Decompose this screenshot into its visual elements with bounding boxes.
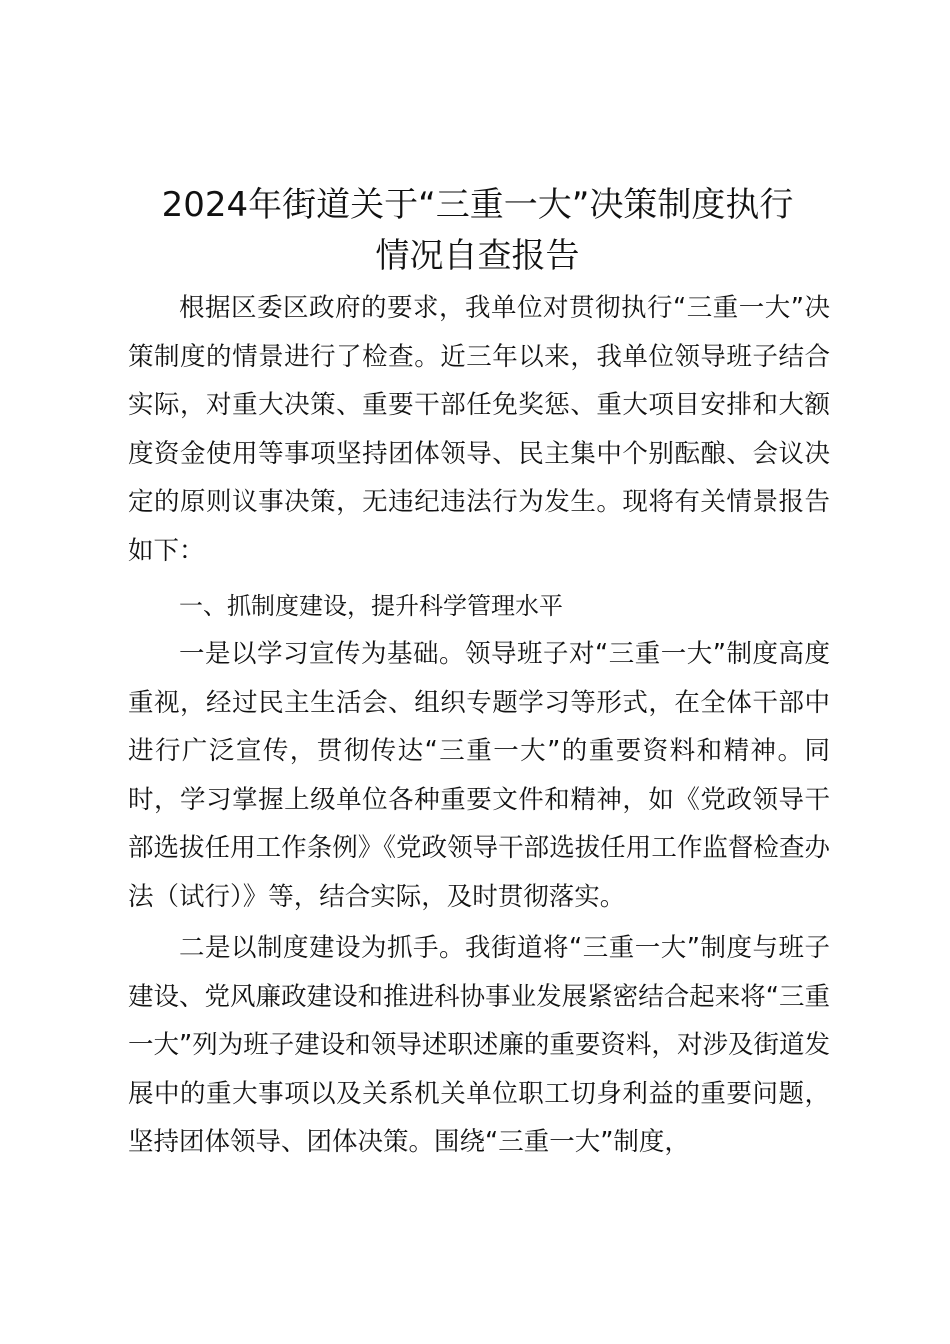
point-1-paragraph: 一是以学习宣传为基础。领导班子对“三重一大”制度高度重视，经过民主生活会、组织专题学习等形式，在全体干部中进行广泛宣传，贯彻传达“三重一大”的重要资料和精神。同时，学习掌握上级单位各种重要文件和精神，如《党政领导干部选拔任用工作条例》《党政领导干部选拔任用工作监督检查办法（试行）》等，结合实际，及时贯彻落实。	[128, 639, 830, 912]
document-title-line1: 2024年街道关于“三重一大”决策制度执行	[161, 185, 794, 225]
intro-paragraph: 根据区委区政府的要求，我单位对贯彻执行“三重一大”决策制度的情景进行了检查。近三年以来，我单位领导班子结合实际，对重大决策、重要干部任免奖惩、重大项目安排和大额度资金使用等事项坚持团体领导、民主集中个别酝酿、会议决定的原则议事决策，无违纪违法行为发生。现将有关情景报告如下：	[128, 293, 830, 566]
document-title	[120, 180, 835, 282]
section-heading-1: 一、抓制度建设，提升科学管理水平	[179, 592, 563, 620]
point-2-paragraph: 二是以制度建设为抓手。我街道将“三重一大”制度与班子建设、党风廉政建设和推进科协事业发展紧密结合起来将“三重一大”列为班子建设和领导述职述廉的重要资料，对涉及街道发展中的重大事项以及关系机关单位职工切身利益的重要问题，坚持团体领导、团体决策。围绕“三重一大”制度，	[128, 933, 830, 1158]
document-title-line2: 情况自查报告	[375, 236, 580, 276]
